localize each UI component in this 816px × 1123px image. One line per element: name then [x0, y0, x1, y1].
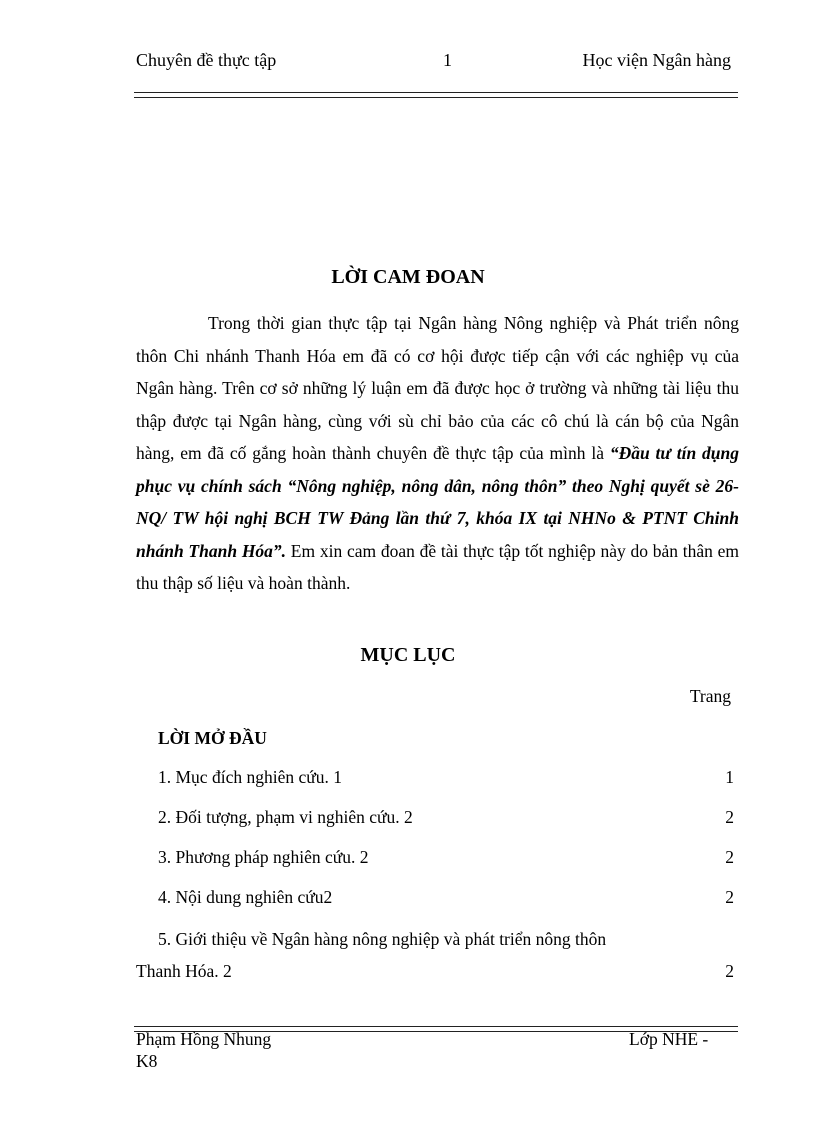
toc-item[interactable]: 2. Đối tượng, phạm vi nghiên cứu. 2 — [158, 807, 413, 827]
toc-item[interactable]: 5. Giới thiệu về Ngân hàng nông nghiệp và phát triển nông thôn — [158, 929, 607, 949]
header-rule — [134, 92, 738, 98]
toc-section-heading: LỜI MỞ ĐẦU — [158, 728, 267, 748]
commitment-text-2: Em xin cam đoan đề tài thực tập tốt nghiệp này do bản thân em thu thập số liệu và hoàn thành. — [136, 540, 739, 593]
toc-item-page: 1 — [725, 767, 734, 787]
commitment-title: LỜI CAM ĐOAN — [331, 266, 485, 288]
header-title: Chuyên đề thực tập — [136, 50, 277, 70]
commitment-paragraph — [136, 307, 739, 600]
header-institution: Học viện Ngân hàng — [582, 50, 731, 70]
commitment-text-1: Trong thời gian thực tập tại Ngân hàng Nông nghiệp và Phát triển nông thôn Chi nhánh Thanh Hóa em đã có cơ hội được tiếp cận với các nghiệp vụ của Ngân hàng. Trên cơ sở những lý luận em đã được học ở trường và những tài liệu thu thập được tại Ngân hàng, cùng với sù chỉ bảo của các cô chú là cán bộ của Ngân hàng, em đã cố gắng hoàn thành chuyên đề thực tập của mình là — [136, 313, 739, 463]
footer-class: Lớp NHE - — [629, 1029, 709, 1049]
toc-item-page: 2 — [725, 847, 734, 867]
toc-title: MỤC LỤC — [360, 644, 456, 666]
toc-item[interactable]: 3. Phương pháp nghiên cứu. 2 — [158, 847, 369, 867]
thesis-title: “Đầu tư tín dụng phục vụ chính sách “Nông nghiệp, nông dân, nông thôn” theo Nghị quyết sè 26-NQ/ TW hội nghị BCH TW Đảng lần thứ 7, khóa IX tại NHNo & PTNT Chinh nhánh Thanh Hóa”. — [136, 443, 740, 561]
page-number: 1 — [443, 50, 452, 70]
toc-item-continuation[interactable]: Thanh Hóa. 2 — [136, 961, 232, 981]
toc-item[interactable]: 1. Mục đích nghiên cứu. 1 — [158, 767, 342, 787]
toc-page-label: Trang — [689, 686, 731, 706]
footer-class-continuation: K8 — [136, 1051, 158, 1071]
toc-item[interactable]: 4. Nội dung nghiên cứu2 — [158, 887, 333, 907]
toc-item-page: 2 — [725, 961, 734, 981]
toc-item-page: 2 — [725, 807, 734, 827]
footer-author: Phạm Hồng Nhung — [136, 1029, 272, 1049]
toc-item-page: 2 — [725, 887, 734, 907]
